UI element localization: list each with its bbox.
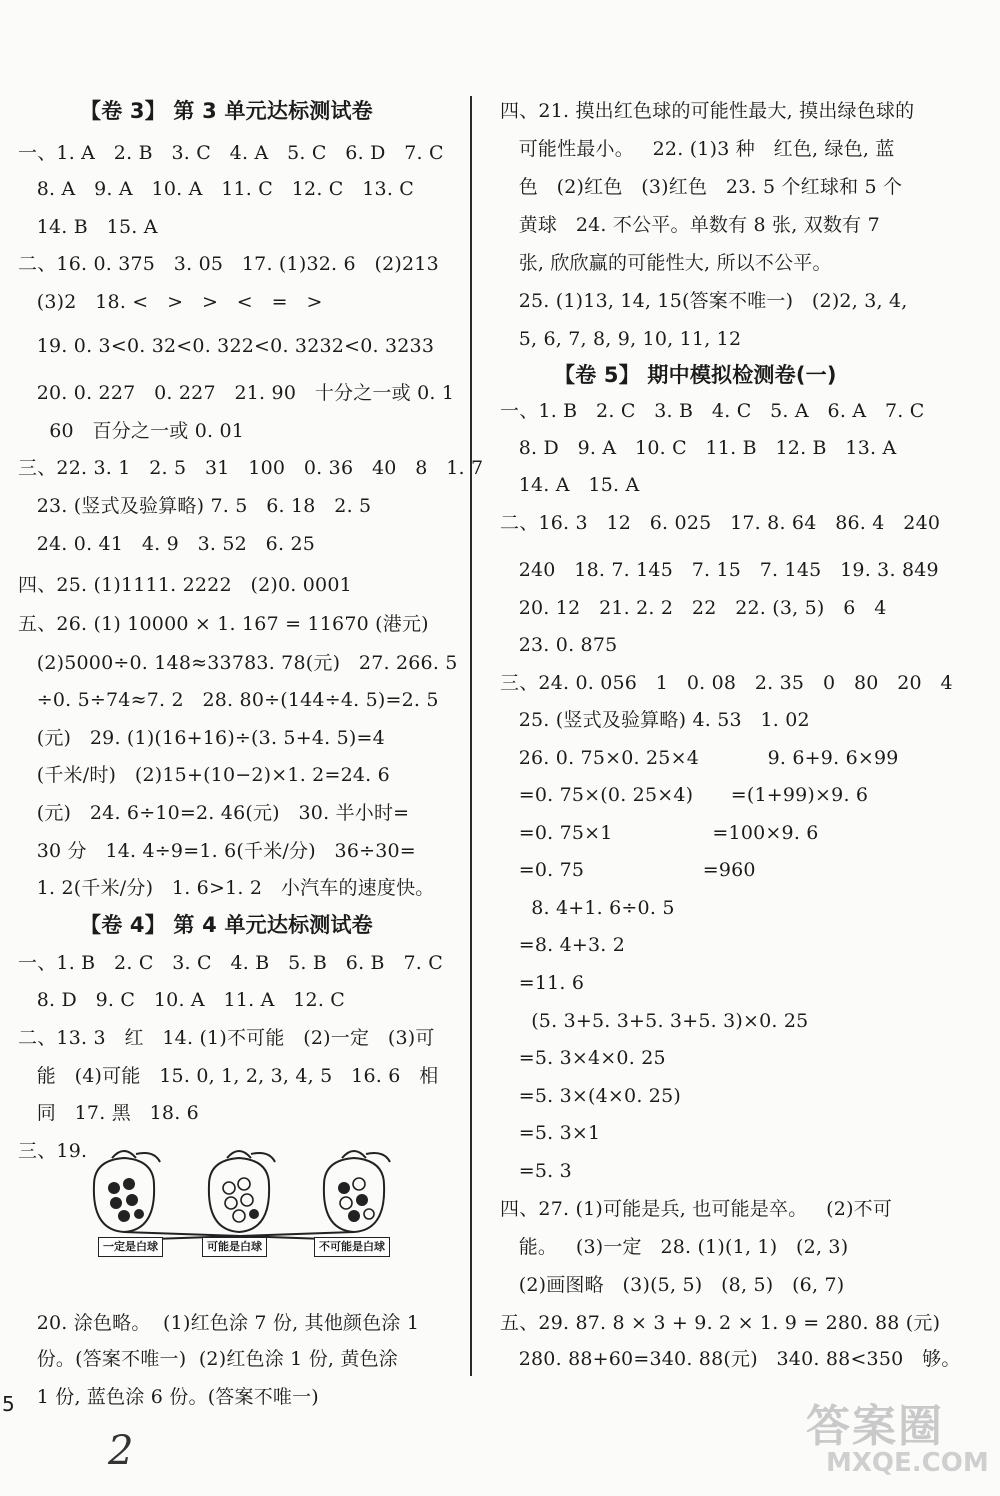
answer-line: 23. 0. 875 (500, 634, 618, 656)
answer-line: 能。 (3)一定 28. (1)(1, 1) (2, 3) (500, 1236, 849, 1258)
answer-line: 一、1. B 2. C 3. C 4. B 5. B 6. B 7. C (18, 952, 443, 974)
answer-line: 1 份, 蓝色涂 6 份。(答案不唯一) (18, 1386, 319, 1408)
bag-label-possible: 可能是白球 (202, 1237, 267, 1257)
answer-line: =11. 6 (500, 972, 585, 994)
answer-line: (2)5000÷0. 148≈33783. 78(元) 27. 266. 5 (18, 652, 458, 674)
answer-line: 张, 欣欣赢的可能性大, 所以不公平。 (500, 252, 832, 274)
answer-line: 20. 12 21. 2. 2 22 22. (3, 5) 6 4 (500, 597, 887, 619)
bag-label-impossible: 不可能是白球 (314, 1237, 390, 1257)
answer-line: 可能性最小。 22. (1)3 种 红色, 绿色, 蓝 (500, 138, 895, 160)
answer-line: 26. 0. 75×0. 25×4 9. 6+9. 6×99 (500, 747, 899, 769)
answer-line: 二、16. 3 12 6. 025 17. 8. 64 86. 4 240 (500, 512, 941, 534)
answer-line: 8. 4+1. 6÷0. 5 (500, 897, 675, 919)
watermark-title: 答案圈 (806, 1401, 944, 1452)
answer-line: 19. 0. 3<0. 32<0. 322<0. 3232<0. 3233 (18, 335, 435, 357)
answer-line: 三、24. 0. 056 1 0. 08 2. 35 0 80 20 4 (500, 672, 953, 694)
answer-line: 四、21. 摸出红色球的可能性最大, 摸出绿色球的 (500, 100, 915, 122)
answer-line: =0. 75×1 =100×9. 6 (500, 822, 819, 844)
answer-line: 8. D 9. A 10. C 11. B 12. B 13. A (500, 437, 897, 459)
answer-line: 240 18. 7. 145 7. 15 7. 145 19. 3. 849 (500, 559, 939, 581)
answer-line: =0. 75 =960 (500, 859, 756, 881)
answer-line: 20. 0. 227 0. 227 21. 90 十分之一或 0. 1 (18, 382, 455, 404)
answer-line: =0. 75×(0. 25×4) =(1+99)×9. 6 (500, 784, 869, 806)
answer-line: 色 (2)红色 (3)红色 23. 5 个红球和 5 个 (500, 176, 903, 198)
answer-line: 14. B 15. A (18, 216, 158, 238)
answer-line: 三、19. (18, 1140, 88, 1162)
answer-line: =8. 4+3. 2 (500, 934, 626, 956)
answer-line: =5. 3×4×0. 25 (500, 1047, 666, 1069)
section-heading: 【卷 5】 期中模拟检测卷(一) (554, 363, 837, 387)
answer-line: 三、22. 3. 1 2. 5 31 100 0. 36 40 8 1. 7 (18, 457, 484, 479)
answer-line: 25. (1)13, 14, 15(答案不唯一) (2)2, 3, 4, (500, 290, 908, 312)
answer-line: 5, 6, 7, 8, 9, 10, 11, 12 (500, 328, 742, 350)
column-divider (470, 96, 472, 1376)
answer-line: 二、16. 0. 375 3. 05 17. (1)32. 6 (2)213 (18, 253, 439, 275)
bag-illustration (84, 1140, 414, 1260)
answer-line: 280. 88+60=340. 88(元) 340. 88<350 够。 (500, 1348, 961, 1370)
answer-line: 二、13. 3 红 14. (1)不可能 (2)一定 (3)可 (18, 1027, 435, 1049)
answer-line: 四、27. (1)可能是兵, 也可能是卒。 (2)不可 (500, 1198, 893, 1220)
answer-line: (元) 24. 6÷10=2. 46(元) 30. 半小时= (18, 802, 410, 824)
answer-line: 1. 2(千米/分) 1. 6>1. 2 小汽车的速度快。 (18, 877, 435, 899)
answer-line: 五、26. (1) 10000 × 1. 167 = 11670 (港元) (18, 613, 429, 635)
answer-line: (5. 3+5. 3+5. 3+5. 3)×0. 25 (500, 1010, 809, 1032)
answer-line: 一、1. B 2. C 3. B 4. C 5. A 6. A 7. C (500, 400, 925, 422)
answer-line: 一、1. A 2. B 3. C 4. A 5. C 6. D 7. C (18, 142, 444, 164)
watermark-url: MXQE.COM (826, 1448, 989, 1478)
answer-line: (3)2 18. < > > < = > (18, 291, 323, 313)
answer-line: 黄球 24. 不公平。单数有 8 张, 双数有 7 (500, 214, 880, 236)
bags-svg (84, 1140, 414, 1240)
answer-line: 24. 0. 41 4. 9 3. 52 6. 25 (18, 533, 316, 555)
watermark (800, 1390, 1000, 1496)
answer-line: 20. 涂色略。 (1)红色涂 7 份, 其他颜色涂 1 (18, 1312, 420, 1334)
answer-line: =5. 3×(4×0. 25) (500, 1085, 681, 1107)
page-number: 5 (2, 1392, 15, 1416)
answer-line: =5. 3×1 (500, 1122, 601, 1144)
answer-line: 23. (竖式及验算略) 7. 5 6. 18 2. 5 (18, 495, 372, 517)
answer-line: 份。(答案不唯一) (2)红色涂 1 份, 黄色涂 (18, 1348, 398, 1370)
answer-line: ÷0. 5÷74≈7. 2 28. 80÷(144÷4. 5)=2. 5 (18, 689, 439, 711)
answer-line: 同 17. 黑 18. 6 (18, 1102, 199, 1124)
answer-line: 8. A 9. A 10. A 11. C 12. C 13. C (18, 178, 415, 200)
answer-line: =5. 3 (500, 1160, 572, 1182)
answer-line: 14. A 15. A (500, 474, 640, 496)
section-heading: 【卷 4】 第 4 单元达标测试卷 (80, 913, 373, 937)
answer-line: (千米/时) (2)15+(10−2)×1. 2=24. 6 (18, 764, 390, 786)
section-heading: 【卷 3】 第 3 单元达标测试卷 (80, 99, 373, 123)
answer-line: (2)画图略 (3)(5, 5) (8, 5) (6, 7) (500, 1274, 845, 1296)
answer-line: (元) 29. (1)(16+16)÷(3. 5+4. 5)=4 (18, 727, 385, 749)
answer-line: 能 (4)可能 15. 0, 1, 2, 3, 4, 5 16. 6 相 (18, 1065, 439, 1087)
answer-line: 8. D 9. C 10. A 11. A 12. C (18, 989, 346, 1011)
answer-line: 五、29. 87. 8 × 3 + 9. 2 × 1. 9 = 280. 88 (元) (500, 1312, 941, 1334)
handwritten-mark: 2 (108, 1428, 134, 1474)
answer-line: 25. (竖式及验算略) 4. 53 1. 02 (500, 709, 810, 731)
answer-line: 30 分 14. 4÷9=1. 6(千米/分) 36÷30= (18, 840, 416, 862)
answer-line: 四、25. (1)1111. 2222 (2)0. 0001 (18, 574, 352, 596)
bag-label-certain: 一定是白球 (98, 1237, 163, 1257)
answer-line: 60 百分之一或 0. 01 (18, 420, 245, 442)
